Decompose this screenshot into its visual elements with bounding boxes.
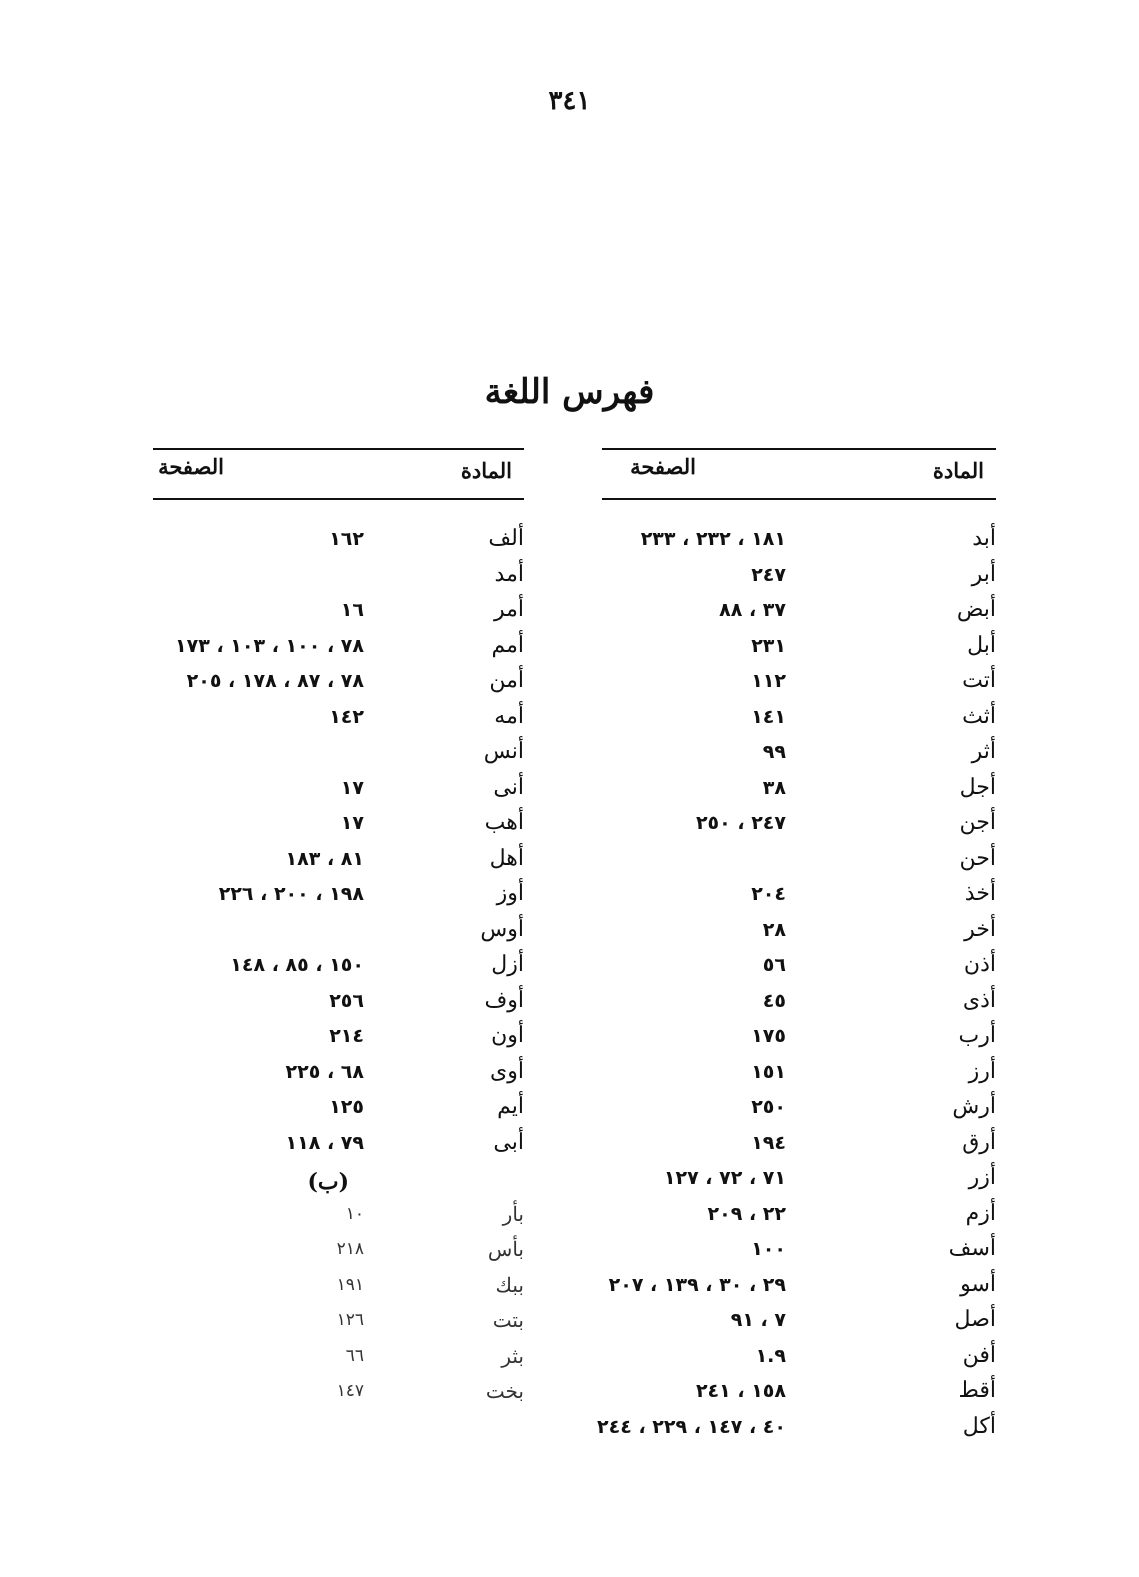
entry-term: أون — [491, 1023, 524, 1048]
index-title: فهرس اللغة — [484, 372, 655, 412]
entry-term: أوى — [490, 1058, 524, 1084]
index-entry — [153, 808, 524, 844]
entry-pages: ٨١ ، ١٨٣ — [285, 847, 364, 870]
entry-term: أوف — [484, 987, 524, 1013]
index-entry — [153, 595, 524, 631]
index-entry — [602, 986, 996, 1022]
entry-pages: ١.٩ — [755, 1344, 786, 1367]
index-entry — [602, 666, 996, 702]
index-entry — [153, 1270, 524, 1306]
entry-term: أرز — [968, 1058, 996, 1084]
entry-pages: ١٢٥ — [329, 1096, 364, 1118]
entry-term: أمم — [491, 632, 524, 658]
entry-pages: ٢٨ — [762, 918, 786, 941]
entry-term: أرش — [952, 1094, 996, 1119]
index-entry — [602, 1376, 996, 1412]
entry-pages: ١١٢ — [751, 670, 786, 692]
index-entry — [602, 1021, 996, 1057]
entry-term: أمن — [489, 668, 524, 693]
entry-pages: ٧٨ ، ١٠٠ ، ١٠٣ ، ١٧٣ — [175, 634, 364, 657]
index-entry — [153, 631, 524, 667]
entry-term: أفن — [962, 1342, 996, 1368]
entry-term: أرق — [962, 1129, 996, 1155]
index-entry — [153, 879, 524, 915]
index-entry — [602, 1234, 996, 1270]
entry-term: أسف — [948, 1236, 996, 1261]
entry-term: أقط — [958, 1378, 996, 1403]
index-column-right — [597, 448, 996, 1439]
index-entry — [597, 1412, 996, 1448]
index-entry — [602, 1341, 996, 1377]
section-heading-b — [153, 1163, 524, 1199]
entry-pages: ٢٥٠ — [751, 1096, 786, 1118]
entry-term: أكل — [962, 1413, 996, 1439]
entry-pages: ٣٨ — [762, 776, 786, 799]
index-entry — [602, 1305, 996, 1341]
entry-term: أزم — [965, 1200, 996, 1226]
entry-term: أذن — [963, 952, 996, 977]
entry-pages: ١٧٥ — [751, 1025, 786, 1047]
index-entry — [602, 737, 996, 773]
entry-term: أجن — [959, 810, 996, 835]
entry-pages: ٧ ، ٩١ — [730, 1309, 786, 1331]
header-term: المادة — [932, 458, 984, 483]
column-header — [602, 448, 996, 500]
index-entry — [602, 1163, 996, 1199]
entry-pages: ٣٧ ، ٨٨ — [719, 599, 786, 621]
entry-pages: ٢٠٤ — [751, 883, 786, 905]
entry-term: أهل — [489, 845, 524, 871]
entry-pages: ١٥٨ ، ٢٤١ — [695, 1380, 786, 1402]
entry-pages: ٦٦ — [345, 1345, 364, 1366]
index-entry — [153, 1057, 524, 1093]
entry-pages: ١٠ — [345, 1203, 364, 1224]
index-entry — [602, 773, 996, 809]
index-entry — [153, 844, 524, 880]
entry-term: أبل — [967, 632, 996, 658]
index-entry — [153, 702, 524, 738]
entry-term: أمه — [494, 703, 524, 729]
entry-pages: ١٥١ — [751, 1060, 786, 1083]
entry-pages: ١٤٧ — [336, 1381, 364, 1401]
entry-term: أبد — [972, 526, 996, 551]
entry-pages: ١٢٦ — [336, 1310, 364, 1330]
entry-pages: ١٥٠ ، ٨٥ ، ١٤٨ — [230, 954, 364, 976]
entry-pages: ٥٦ — [762, 954, 786, 976]
entry-pages: ٩٩ — [762, 741, 786, 763]
entry-term: أحن — [959, 845, 996, 871]
entry-term: أنى — [493, 774, 524, 800]
entry-term: بأس — [487, 1237, 524, 1261]
entry-pages: ١٤٢ — [329, 705, 364, 728]
entry-pages: ١٧ — [340, 812, 364, 834]
entry-pages: ٧٩ ، ١١٨ — [285, 1131, 364, 1154]
index-entry — [602, 1092, 996, 1128]
column-header — [153, 448, 524, 500]
entry-pages: ٢٣١ — [751, 634, 786, 657]
entry-term: أمر — [493, 597, 524, 622]
entry-term: أمد — [494, 561, 524, 587]
index-entry — [602, 1057, 996, 1093]
index-entry — [602, 808, 996, 844]
index-entry — [153, 1021, 524, 1057]
index-entry — [153, 1305, 524, 1341]
entry-pages: ٢٩ ، ٣٠ ، ١٣٩ ، ٢٠٧ — [608, 1273, 786, 1296]
entry-term: أسو — [960, 1271, 996, 1297]
index-entry — [602, 1128, 996, 1164]
entry-term: أصل — [954, 1307, 996, 1332]
entry-pages: ١٦ — [340, 599, 364, 621]
index-entry — [153, 986, 524, 1022]
index-entry — [602, 950, 996, 986]
index-entry — [602, 879, 996, 915]
entry-term: أبر — [971, 561, 996, 587]
index-rows — [597, 524, 996, 1447]
entry-term: أهب — [484, 810, 524, 835]
entry-term: بتت — [492, 1308, 524, 1332]
entry-term: ألف — [488, 526, 524, 551]
entry-pages: ٧١ ، ٧٢ ، ١٢٧ — [663, 1167, 786, 1189]
index-entry — [602, 524, 996, 560]
entry-pages: ٢١٤ — [329, 1025, 364, 1047]
entry-pages: ٢٤٧ — [751, 563, 786, 586]
entry-term: أثث — [962, 703, 996, 729]
index-entry — [602, 1199, 996, 1235]
index-entry — [602, 844, 996, 880]
index-column-left — [153, 448, 524, 1403]
index-entry — [602, 631, 996, 667]
index-entry — [602, 702, 996, 738]
index-entry — [153, 524, 524, 560]
header-term: المادة — [460, 458, 512, 483]
entry-pages: ٤٥ — [762, 989, 786, 1012]
entry-term: أجل — [959, 774, 996, 800]
index-entry — [153, 737, 524, 773]
entry-term: أبض — [956, 597, 996, 622]
entry-pages: ١٩٤ — [751, 1131, 786, 1154]
entry-pages: ١٩١ — [336, 1274, 364, 1295]
entry-term: أثر — [971, 739, 996, 764]
entry-term: بأر — [502, 1201, 524, 1226]
entry-term: أخذ — [964, 881, 996, 906]
index-rows — [153, 524, 524, 1412]
entry-term: أوز — [496, 881, 524, 906]
index-entry — [153, 773, 524, 809]
index-entry — [153, 1376, 524, 1412]
header-pages: الصفحة — [158, 454, 224, 479]
header-pages: الصفحة — [630, 454, 696, 479]
index-entry — [153, 666, 524, 702]
entry-pages: ١٧ — [340, 776, 364, 799]
entry-term: بثر — [501, 1343, 524, 1368]
page-number: ٣٤١ — [548, 86, 591, 116]
entry-term: أوس — [480, 916, 524, 942]
index-entry — [153, 1234, 524, 1270]
index-entry — [153, 1092, 524, 1128]
entry-term: أبى — [493, 1129, 524, 1155]
index-entry — [153, 950, 524, 986]
entry-term: أذى — [962, 987, 996, 1013]
entry-term: أزل — [491, 952, 524, 977]
index-entry — [153, 1341, 524, 1377]
entry-pages: ٢٤٧ ، ٢٥٠ — [695, 812, 786, 834]
entry-term: أزر — [968, 1165, 996, 1190]
entry-pages: ٢١٨ — [336, 1239, 364, 1259]
entry-pages: ١٤١ — [751, 705, 786, 728]
index-entry — [153, 915, 524, 951]
entry-pages: ٢٢ ، ٢٠٩ — [707, 1202, 786, 1225]
entry-pages: ٧٨ ، ٨٧ ، ١٧٨ ، ٢٠٥ — [186, 670, 364, 692]
entry-term: أيم — [497, 1094, 524, 1119]
entry-pages: ١٦٢ — [329, 528, 364, 550]
entry-pages: ٢٥٦ — [329, 989, 364, 1012]
entry-pages: ٤٠ ، ١٤٧ ، ٢٢٩ ، ٢٤٤ — [597, 1415, 786, 1438]
entry-term: أتت — [962, 668, 996, 693]
entry-pages: ١٨١ ، ٢٣٢ ، ٢٣٣ — [640, 528, 786, 550]
index-entry — [602, 915, 996, 951]
section-heading-label: (ب) — [307, 1169, 349, 1195]
entry-term: أرب — [958, 1023, 996, 1048]
index-entry — [602, 1270, 996, 1306]
entry-term: أنس — [483, 739, 524, 764]
index-entry — [153, 1128, 524, 1164]
index-entry — [153, 560, 524, 596]
entry-term: بخت — [485, 1379, 524, 1403]
index-entry — [602, 595, 996, 631]
entry-pages: ١٠٠ — [751, 1238, 786, 1260]
entry-term: أخر — [964, 916, 996, 942]
index-entry — [602, 560, 996, 596]
entry-pages: ٦٨ ، ٢٢٥ — [285, 1060, 364, 1083]
entry-term: ببك — [495, 1272, 524, 1297]
entry-pages: ١٩٨ ، ٢٠٠ ، ٢٢٦ — [218, 883, 364, 905]
index-entry — [153, 1199, 524, 1235]
